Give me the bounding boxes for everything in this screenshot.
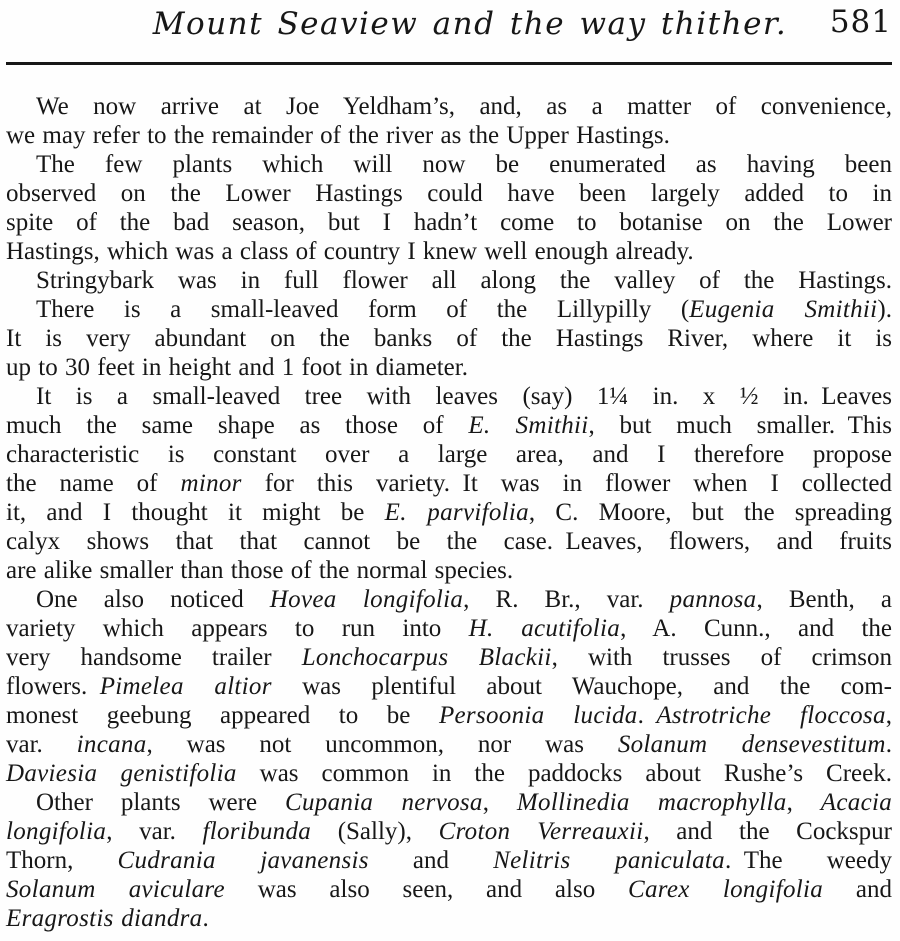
text-segment: , with trusses of crimson: [551, 644, 893, 671]
text-line: [6, 411, 892, 440]
text-segment: Hastings, which was a class of country I knew well enough already.: [6, 238, 694, 265]
text-line: [6, 759, 892, 788]
species-name: longifolia: [6, 818, 107, 845]
species-name: pannosa: [669, 586, 757, 613]
text-line: [6, 208, 892, 237]
text-segment: .: [885, 731, 892, 758]
text-line: [6, 469, 892, 498]
species-name: Astrotriche floccosa: [656, 702, 886, 729]
text-segment: , A. Cunn., and the: [620, 615, 892, 642]
text-segment: It is a small-leaved tree with leaves (say) 1¼ in. x ½ in. Leaves: [36, 383, 892, 410]
text-line: [6, 353, 892, 382]
text-segment: variety which appears to run into: [6, 615, 469, 642]
text-segment: much the same shape as those of: [6, 412, 469, 439]
text-segment: was plentiful about Wauchope, and the com-: [271, 673, 892, 700]
text-segment: are alike smaller than those of the normal species.: [6, 557, 514, 584]
text-segment: The few plants which will now be enumerated as having been: [36, 151, 892, 178]
species-name: H. acutifolia: [468, 615, 621, 642]
text-segment: spite of the bad season, but I hadn’t come to botanise on the Lower: [6, 209, 892, 236]
text-line: [6, 295, 892, 324]
species-name: floribunda: [202, 818, 312, 845]
text-segment: It is very abundant on the banks of the Hastings River, where it is: [6, 325, 892, 352]
text-line: [6, 875, 892, 904]
text-line: [6, 237, 892, 266]
species-name: Solanum densevestitum: [617, 731, 886, 758]
text-line: [6, 585, 892, 614]
text-segment: , Benth, a: [756, 586, 892, 613]
text-segment: Other plants were: [36, 789, 286, 816]
text-segment: Stringybark was in full flower all along the valley of the Hastings.: [36, 267, 892, 294]
text-segment: , was not uncommon, nor was: [146, 731, 618, 758]
text-segment: monest geebung appeared to be: [6, 702, 439, 729]
text-line: [6, 701, 892, 730]
text-segment: ).: [877, 296, 892, 323]
species-name: Eugenia Smithii: [689, 296, 878, 323]
text-segment: , R. Br., var.: [463, 586, 670, 613]
text-segment: very handsome trailer: [6, 644, 302, 671]
text-segment: , and the Cockspur: [643, 818, 892, 845]
species-name: E. parvifolia: [384, 499, 529, 526]
text-segment: ,: [482, 789, 517, 816]
text-line: [6, 904, 892, 933]
text-line: [6, 672, 892, 701]
text-segment: was common in the paddocks about Rushe’s Creek.: [236, 760, 892, 787]
text-line: [6, 556, 892, 585]
species-name: Carex longifolia: [628, 876, 824, 903]
paragraph: [6, 295, 892, 382]
species-name: Hovea longifolia: [269, 586, 464, 613]
species-name: Pimelea altior: [99, 673, 272, 700]
text-line: [6, 817, 892, 846]
paragraph: [6, 266, 892, 295]
text-segment: , but much smaller. This: [588, 412, 893, 439]
species-name: Lonchocarpus Blackii: [301, 644, 552, 671]
page-header: [0, 0, 900, 92]
text-line: [6, 527, 892, 556]
paragraph: [6, 382, 892, 585]
text-line: [6, 498, 892, 527]
text-segment: for this variety. It was in flower when I collected: [241, 470, 892, 497]
text-segment: There is a small-leaved form of the Lillypilly (: [36, 296, 690, 323]
species-name: Cudrania javanensis: [117, 847, 369, 874]
page-number: 581: [829, 4, 892, 40]
text-segment: up to 30 feet in height and 1 foot in diameter.: [6, 354, 468, 381]
text-line: [6, 150, 892, 179]
text-line: [6, 643, 892, 672]
species-name: Mollinedia macrophylla: [516, 789, 787, 816]
text-segment: (Sally),: [311, 818, 439, 845]
text-segment: . The weedy: [724, 847, 892, 874]
species-name: incana: [76, 731, 147, 758]
text-segment: and: [823, 876, 892, 903]
text-segment: .: [637, 702, 657, 729]
text-segment: calyx shows that that cannot be the case. Leaves, flowers, and fruits: [6, 528, 892, 555]
text-segment: the name of: [6, 470, 181, 497]
species-name: Cupania nervosa: [285, 789, 483, 816]
text-segment: We now arrive at Joe Yeldham’s, and, as a matter of convenience,: [36, 93, 892, 120]
text-line: [6, 266, 892, 295]
text-line: [6, 324, 892, 353]
text-line: [6, 614, 892, 643]
text-segment: var.: [6, 731, 77, 758]
species-name: minor: [180, 470, 242, 497]
species-name: Croton Verreauxii: [438, 818, 644, 845]
text-segment: and: [368, 847, 494, 874]
text-line: [6, 382, 892, 411]
text-segment: ,: [885, 702, 893, 729]
paragraph: [6, 150, 892, 266]
text-segment: characteristic is constant over a large area, and I therefore propose: [6, 441, 892, 468]
running-title: Mount Seaview and the way thither.: [152, 6, 788, 42]
text-segment: Thorn,: [6, 847, 118, 874]
text-segment: we may refer to the remainder of the river as the Upper Hastings.: [6, 122, 670, 149]
text-line: [6, 179, 892, 208]
text-line: [6, 92, 892, 121]
text-segment: , C. Moore, but the spreading: [528, 499, 892, 526]
species-name: E. Smithii: [468, 412, 589, 439]
text-segment: observed on the Lower Hastings could have been largely added to in: [6, 180, 892, 207]
species-name: Nelitris paniculata: [493, 847, 725, 874]
page-body: [0, 92, 900, 933]
text-line: [6, 121, 892, 150]
text-segment: .: [202, 905, 209, 932]
species-name: Daviesia genistifolia: [6, 760, 237, 787]
text-line: [6, 846, 892, 875]
paragraph: [6, 585, 892, 788]
text-segment: was also seen, and also: [224, 876, 629, 903]
species-name: Acacia: [820, 789, 893, 816]
text-segment: ,: [786, 789, 821, 816]
species-name: Persoonia lucida: [438, 702, 638, 729]
text-segment: One also noticed: [36, 586, 270, 613]
species-name: Solanum aviculare: [6, 876, 225, 903]
text-line: [6, 730, 892, 759]
species-name: Eragrostis diandra: [6, 905, 203, 932]
paragraph: [6, 92, 892, 150]
text-segment: it, and I thought it might be: [6, 499, 385, 526]
text-segment: flowers.: [6, 673, 100, 700]
text-segment: , var.: [106, 818, 203, 845]
paragraph: [6, 788, 892, 933]
header-rule: [6, 62, 892, 65]
text-line: [6, 788, 892, 817]
text-line: [6, 440, 892, 469]
